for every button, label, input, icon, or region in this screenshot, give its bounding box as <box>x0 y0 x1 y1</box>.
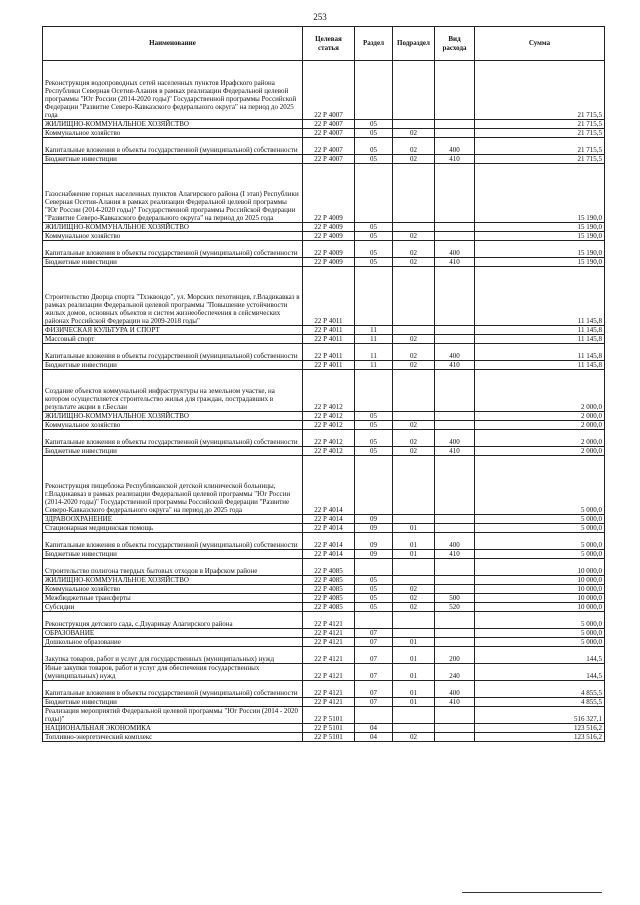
row-sum: 21 715,5 <box>475 138 605 155</box>
row-section: 09 <box>355 550 393 559</box>
row-target-article: 22 Р 4085 <box>303 594 355 603</box>
row-expense-type <box>435 585 475 594</box>
table-row <box>43 138 605 155</box>
row-section: 05 <box>355 430 393 447</box>
row-name: Коммунальное хозяйство <box>43 585 303 594</box>
row-section: 07 <box>355 664 393 681</box>
row-subsection: 02 <box>393 421 435 430</box>
row-section <box>355 267 393 326</box>
table-row <box>43 232 605 241</box>
row-name: Коммунальное хозяйство <box>43 129 303 138</box>
row-sum: 21 715,5 <box>475 155 605 164</box>
row-expense-type: 400 <box>435 344 475 361</box>
row-subsection: 02 <box>393 594 435 603</box>
table-row <box>43 515 605 524</box>
row-target-article: 22 Р 4012 <box>303 412 355 421</box>
row-target-article: 22 Р 4085 <box>303 559 355 576</box>
row-section: 11 <box>355 344 393 361</box>
row-name: Капитальные вложения в объекты государственной (муниципальной) собственности <box>43 533 303 550</box>
row-expense-type: 410 <box>435 258 475 267</box>
row-subsection: 02 <box>393 241 435 258</box>
row-expense-type: 410 <box>435 361 475 370</box>
table-row <box>43 370 605 412</box>
row-name: Межбюджетные трансферты <box>43 594 303 603</box>
row-expense-type <box>435 120 475 129</box>
row-subsection <box>393 120 435 129</box>
row-expense-type <box>435 707 475 724</box>
row-sum: 123 516,2 <box>475 724 605 733</box>
row-name: Капитальные вложения в объекты государственной (муниципальной) собственности <box>43 681 303 698</box>
row-subsection: 02 <box>393 232 435 241</box>
row-subsection <box>393 456 435 515</box>
row-sum: 11 145,8 <box>475 361 605 370</box>
row-sum: 5 000,0 <box>475 533 605 550</box>
row-subsection: 02 <box>393 335 435 344</box>
row-target-article: 22 Р 4014 <box>303 533 355 550</box>
row-name: Бюджетные инвестиции <box>43 447 303 456</box>
row-name: Бюджетные инвестиции <box>43 258 303 267</box>
row-name: ЖИЛИЩНО-КОММУНАЛЬНОЕ ХОЗЯЙСТВО <box>43 120 303 129</box>
row-expense-type: 410 <box>435 550 475 559</box>
row-name: Реконструкция пищеблока Республиканской детской клинической больницы, г.Владикавказ в рамках реализации Федеральной целевой программы "Юг России (2014-2020 годы)" Государственной программы Российской Федерации "Развитие Северо-Кавказского федерального округа" на период до 2025 года <box>43 456 303 515</box>
row-section: 05 <box>355 241 393 258</box>
row-section: 05 <box>355 138 393 155</box>
row-target-article: 22 Р 4012 <box>303 447 355 456</box>
row-name: Массовый спорт <box>43 335 303 344</box>
row-section: 04 <box>355 724 393 733</box>
row-name: Коммунальное хозяйство <box>43 232 303 241</box>
row-sum: 11 145,8 <box>475 267 605 326</box>
row-name: Реализация мероприятий Федеральной целевой программы "Юг России (2014 - 2020 годы)" <box>43 707 303 724</box>
budget-table <box>42 26 605 742</box>
table-row <box>43 129 605 138</box>
row-sum: 10 000,0 <box>475 585 605 594</box>
row-sum: 144,5 <box>475 664 605 681</box>
row-subsection <box>393 707 435 724</box>
row-section <box>355 559 393 576</box>
row-name: Бюджетные инвестиции <box>43 698 303 707</box>
row-sum: 123 516,2 <box>475 733 605 742</box>
row-sum: 5 000,0 <box>475 550 605 559</box>
row-expense-type: 410 <box>435 447 475 456</box>
header-target-article: Целевая статья <box>303 27 355 61</box>
row-expense-type <box>435 456 475 515</box>
row-target-article: 22 Р 4009 <box>303 223 355 232</box>
row-section: 05 <box>355 155 393 164</box>
row-subsection: 01 <box>393 698 435 707</box>
row-sum: 21 715,5 <box>475 120 605 129</box>
row-name: Дошкольное образование <box>43 638 303 647</box>
table-row <box>43 559 605 576</box>
row-sum: 5 000,0 <box>475 612 605 629</box>
row-subsection: 01 <box>393 550 435 559</box>
row-target-article: 22 Р 4007 <box>303 138 355 155</box>
row-target-article: 22 Р 4011 <box>303 326 355 335</box>
row-expense-type <box>435 164 475 223</box>
table-row <box>43 576 605 585</box>
row-expense-type <box>435 629 475 638</box>
table-row <box>43 326 605 335</box>
row-section: 11 <box>355 326 393 335</box>
table-row <box>43 430 605 447</box>
table-header-row <box>43 27 605 61</box>
row-target-article: 22 Р 4121 <box>303 612 355 629</box>
row-subsection <box>393 164 435 223</box>
row-target-article: 22 Р 4011 <box>303 361 355 370</box>
row-sum: 4 855,5 <box>475 698 605 707</box>
row-target-article: 22 Р 5101 <box>303 724 355 733</box>
table-row <box>43 164 605 223</box>
table-row <box>43 447 605 456</box>
row-name: Бюджетные инвестиции <box>43 550 303 559</box>
row-expense-type <box>435 559 475 576</box>
row-section: 07 <box>355 647 393 664</box>
row-sum: 15 190,0 <box>475 258 605 267</box>
row-expense-type <box>435 129 475 138</box>
table-row <box>43 585 605 594</box>
row-target-article: 22 Р 5101 <box>303 707 355 724</box>
row-target-article: 22 Р 4009 <box>303 232 355 241</box>
table-row <box>43 698 605 707</box>
row-target-article: 22 Р 4009 <box>303 241 355 258</box>
table-row <box>43 533 605 550</box>
row-target-article: 22 Р 4012 <box>303 421 355 430</box>
row-name: ОБРАЗОВАНИЕ <box>43 629 303 638</box>
row-target-article: 22 Р 4012 <box>303 430 355 447</box>
row-name: НАЦИОНАЛЬНАЯ ЭКОНОМИКА <box>43 724 303 733</box>
row-sum: 144,5 <box>475 647 605 664</box>
row-section: 05 <box>355 576 393 585</box>
row-subsection <box>393 629 435 638</box>
row-target-article: 22 Р 4085 <box>303 576 355 585</box>
row-target-article: 22 Р 4011 <box>303 267 355 326</box>
table-row <box>43 335 605 344</box>
row-subsection: 01 <box>393 647 435 664</box>
row-section: 05 <box>355 129 393 138</box>
row-name: Газоснабжение горных населенных пунктов Алагирского района (I этап) Республики Северная Осетия-Алания в рамках реализации Федеральной целевой программы "Юг России (2014-2020 годы)" Государственной программы Российской Федерации "Развитие Северо-Кавказского федерального округа" на период до 2025 года <box>43 164 303 223</box>
row-sum: 15 190,0 <box>475 232 605 241</box>
row-sum: 2 000,0 <box>475 430 605 447</box>
row-sum: 21 715,5 <box>475 129 605 138</box>
row-expense-type <box>435 326 475 335</box>
row-expense-type <box>435 232 475 241</box>
row-subsection: 02 <box>393 361 435 370</box>
row-subsection: 01 <box>393 664 435 681</box>
row-target-article: 22 Р 4011 <box>303 344 355 361</box>
row-section: 05 <box>355 120 393 129</box>
row-section <box>355 456 393 515</box>
table-row <box>43 647 605 664</box>
row-target-article: 22 Р 4121 <box>303 638 355 647</box>
row-subsection: 02 <box>393 603 435 612</box>
row-section <box>355 61 393 120</box>
header-name: Наименование <box>43 27 303 61</box>
row-subsection: 02 <box>393 447 435 456</box>
table-row <box>43 681 605 698</box>
row-sum: 5 000,0 <box>475 629 605 638</box>
row-section: 05 <box>355 594 393 603</box>
row-section <box>355 164 393 223</box>
row-name: Капитальные вложения в объекты государственной (муниципальной) собственности <box>43 430 303 447</box>
row-subsection <box>393 559 435 576</box>
row-name: Закупка товаров, работ и услуг для государственных (муниципальных) нужд <box>43 647 303 664</box>
row-expense-type <box>435 733 475 742</box>
row-target-article: 22 Р 4121 <box>303 664 355 681</box>
row-subsection <box>393 61 435 120</box>
row-section <box>355 370 393 412</box>
row-expense-type: 400 <box>435 241 475 258</box>
table-row <box>43 594 605 603</box>
table-row <box>43 603 605 612</box>
row-name: Бюджетные инвестиции <box>43 361 303 370</box>
row-sum: 10 000,0 <box>475 576 605 585</box>
row-section: 05 <box>355 585 393 594</box>
row-name: Капитальные вложения в объекты государственной (муниципальной) собственности <box>43 138 303 155</box>
row-sum: 2 000,0 <box>475 412 605 421</box>
row-target-article: 22 Р 4014 <box>303 515 355 524</box>
row-sum: 2 000,0 <box>475 447 605 456</box>
row-section: 07 <box>355 681 393 698</box>
row-sum: 11 145,8 <box>475 344 605 361</box>
row-sum: 5 000,0 <box>475 515 605 524</box>
row-sum: 10 000,0 <box>475 594 605 603</box>
row-target-article: 22 Р 4014 <box>303 456 355 515</box>
header-subsection: Подраздел <box>393 27 435 61</box>
table-row <box>43 61 605 120</box>
row-subsection: 02 <box>393 733 435 742</box>
row-subsection <box>393 267 435 326</box>
row-sum: 15 190,0 <box>475 223 605 232</box>
row-name: Капитальные вложения в объекты государственной (муниципальной) собственности <box>43 241 303 258</box>
row-sum: 5 000,0 <box>475 638 605 647</box>
row-expense-type <box>435 61 475 120</box>
row-target-article: 22 Р 4011 <box>303 335 355 344</box>
row-section: 05 <box>355 223 393 232</box>
row-subsection <box>393 724 435 733</box>
row-name: Иные закупки товаров, работ и услуг для обеспечения государственных (муниципальных) нужд <box>43 664 303 681</box>
row-expense-type: 240 <box>435 664 475 681</box>
table-row <box>43 638 605 647</box>
row-sum: 2 000,0 <box>475 370 605 412</box>
row-subsection: 01 <box>393 681 435 698</box>
row-expense-type <box>435 576 475 585</box>
row-target-article: 22 Р 4014 <box>303 524 355 533</box>
row-subsection: 02 <box>393 430 435 447</box>
row-subsection <box>393 612 435 629</box>
row-target-article: 22 Р 4009 <box>303 258 355 267</box>
row-section: 05 <box>355 412 393 421</box>
row-sum: 15 190,0 <box>475 241 605 258</box>
row-target-article: 22 Р 4009 <box>303 164 355 223</box>
row-section: 11 <box>355 361 393 370</box>
row-expense-type: 500 <box>435 594 475 603</box>
page-number: 253 <box>313 12 327 22</box>
row-expense-type <box>435 412 475 421</box>
table-row <box>43 421 605 430</box>
row-section <box>355 707 393 724</box>
row-subsection <box>393 576 435 585</box>
row-expense-type <box>435 223 475 232</box>
row-section: 05 <box>355 603 393 612</box>
row-section: 04 <box>355 733 393 742</box>
row-section: 05 <box>355 421 393 430</box>
row-sum: 2 000,0 <box>475 421 605 430</box>
row-subsection: 02 <box>393 585 435 594</box>
table-row <box>43 664 605 681</box>
row-expense-type: 410 <box>435 155 475 164</box>
row-name: Топливно-энергетический комплекс <box>43 733 303 742</box>
row-expense-type <box>435 267 475 326</box>
row-target-article: 22 Р 4007 <box>303 120 355 129</box>
table-row <box>43 733 605 742</box>
row-target-article: 22 Р 4007 <box>303 155 355 164</box>
row-name: ФИЗИЧЕСКАЯ КУЛЬТУРА И СПОРТ <box>43 326 303 335</box>
header-section: Раздел <box>355 27 393 61</box>
row-target-article: 22 Р 4007 <box>303 61 355 120</box>
row-section: 07 <box>355 638 393 647</box>
header-sum: Сумма <box>475 27 605 61</box>
row-expense-type: 400 <box>435 138 475 155</box>
row-target-article: 22 Р 4085 <box>303 603 355 612</box>
row-expense-type <box>435 335 475 344</box>
row-section: 05 <box>355 258 393 267</box>
table-row <box>43 724 605 733</box>
row-name: Строительство Дворца спорта "Тхэквондо", ул. Морских пехотинцев, г.Владикавказ в рамках реализации Федеральной целевой программы "Повышение устойчивости жилых домов, основных объектов и систем жизнеобеспечения в сейсмических районах Российской Федерации на 2009-2018 годы" <box>43 267 303 326</box>
row-subsection: 02 <box>393 155 435 164</box>
footer-divider <box>462 892 602 893</box>
row-expense-type <box>435 370 475 412</box>
row-expense-type: 520 <box>435 603 475 612</box>
table-row <box>43 155 605 164</box>
row-sum: 15 190,0 <box>475 164 605 223</box>
row-sum: 10 000,0 <box>475 559 605 576</box>
row-section <box>355 612 393 629</box>
row-subsection: 02 <box>393 344 435 361</box>
table-row <box>43 267 605 326</box>
table-row <box>43 120 605 129</box>
row-target-article: 22 Р 4121 <box>303 647 355 664</box>
row-subsection: 02 <box>393 138 435 155</box>
row-expense-type <box>435 524 475 533</box>
row-expense-type <box>435 638 475 647</box>
row-name: Коммунальное хозяйство <box>43 421 303 430</box>
row-name: Капитальные вложения в объекты государственной (муниципальной) собственности <box>43 344 303 361</box>
table-row <box>43 629 605 638</box>
table-row <box>43 223 605 232</box>
row-section: 09 <box>355 533 393 550</box>
row-subsection: 01 <box>393 524 435 533</box>
header-expense-type: Вид расхода <box>435 27 475 61</box>
row-sum: 11 145,8 <box>475 326 605 335</box>
row-name: Субсидии <box>43 603 303 612</box>
row-name: ЖИЛИЩНО-КОММУНАЛЬНОЕ ХОЗЯЙСТВО <box>43 223 303 232</box>
row-subsection: 02 <box>393 258 435 267</box>
row-subsection <box>393 515 435 524</box>
row-subsection <box>393 412 435 421</box>
row-section: 05 <box>355 447 393 456</box>
row-target-article: 22 Р 4012 <box>303 370 355 412</box>
row-name: Стационарная медицинская помощь <box>43 524 303 533</box>
row-sum: 11 145,8 <box>475 335 605 344</box>
row-name: ЖИЛИЩНО-КОММУНАЛЬНОЕ ХОЗЯЙСТВО <box>43 576 303 585</box>
row-name: Бюджетные инвестиции <box>43 155 303 164</box>
row-name: ЖИЛИЩНО-КОММУНАЛЬНОЕ ХОЗЯЙСТВО <box>43 412 303 421</box>
row-sum: 516 327,1 <box>475 707 605 724</box>
row-name: Реконструкция детского сада, с.Дзуарикау Алагирского района <box>43 612 303 629</box>
row-name: ЗДРАВООХРАНЕНИЕ <box>43 515 303 524</box>
table-row <box>43 612 605 629</box>
table-row <box>43 456 605 515</box>
row-section: 09 <box>355 515 393 524</box>
table-row <box>43 344 605 361</box>
row-expense-type: 200 <box>435 647 475 664</box>
row-subsection: 01 <box>393 638 435 647</box>
row-target-article: 22 Р 4007 <box>303 129 355 138</box>
row-target-article: 22 Р 4121 <box>303 629 355 638</box>
row-target-article: 22 Р 5101 <box>303 733 355 742</box>
table-row <box>43 361 605 370</box>
row-section: 05 <box>355 232 393 241</box>
table-row <box>43 550 605 559</box>
row-subsection <box>393 223 435 232</box>
row-expense-type: 400 <box>435 681 475 698</box>
row-expense-type: 410 <box>435 698 475 707</box>
row-expense-type: 400 <box>435 533 475 550</box>
row-sum: 10 000,0 <box>475 603 605 612</box>
row-sum: 5 000,0 <box>475 524 605 533</box>
row-name: Реконструкция водопроводных сетей населенных пунктов Ирафского района Республики Северная Осетия-Алания в рамках реализации Федеральной целевой программы "Юг России (2014-2020 годы)" Государственной программы Российской Федерации "Развитие Северо-Кавказского федерального округа" на период до 2025 года <box>43 61 303 120</box>
row-sum: 5 000,0 <box>475 456 605 515</box>
row-name: Создание объектов коммунальной инфраструктуры на земельном участке, на котором осуществляется строительство жилья для граждан, пострадавших в результате акции в г.Беслан <box>43 370 303 412</box>
row-target-article: 22 Р 4121 <box>303 698 355 707</box>
row-section: 07 <box>355 629 393 638</box>
row-expense-type <box>435 421 475 430</box>
table-row <box>43 524 605 533</box>
row-target-article: 22 Р 4014 <box>303 550 355 559</box>
row-expense-type: 400 <box>435 430 475 447</box>
row-subsection <box>393 370 435 412</box>
row-sum: 4 855,5 <box>475 681 605 698</box>
row-expense-type <box>435 515 475 524</box>
row-section: 07 <box>355 698 393 707</box>
row-expense-type <box>435 612 475 629</box>
row-subsection: 01 <box>393 533 435 550</box>
row-target-article: 22 Р 4085 <box>303 585 355 594</box>
row-subsection: 02 <box>393 129 435 138</box>
row-subsection <box>393 326 435 335</box>
table-row <box>43 241 605 258</box>
row-sum: 21 715,5 <box>475 61 605 120</box>
row-section: 09 <box>355 524 393 533</box>
row-target-article: 22 Р 4121 <box>303 681 355 698</box>
table-row <box>43 258 605 267</box>
row-expense-type <box>435 724 475 733</box>
table-row <box>43 412 605 421</box>
row-section: 11 <box>355 335 393 344</box>
table-row <box>43 707 605 724</box>
row-name: Строительство полигона твердых бытовых отходов в Ирафском районе <box>43 559 303 576</box>
